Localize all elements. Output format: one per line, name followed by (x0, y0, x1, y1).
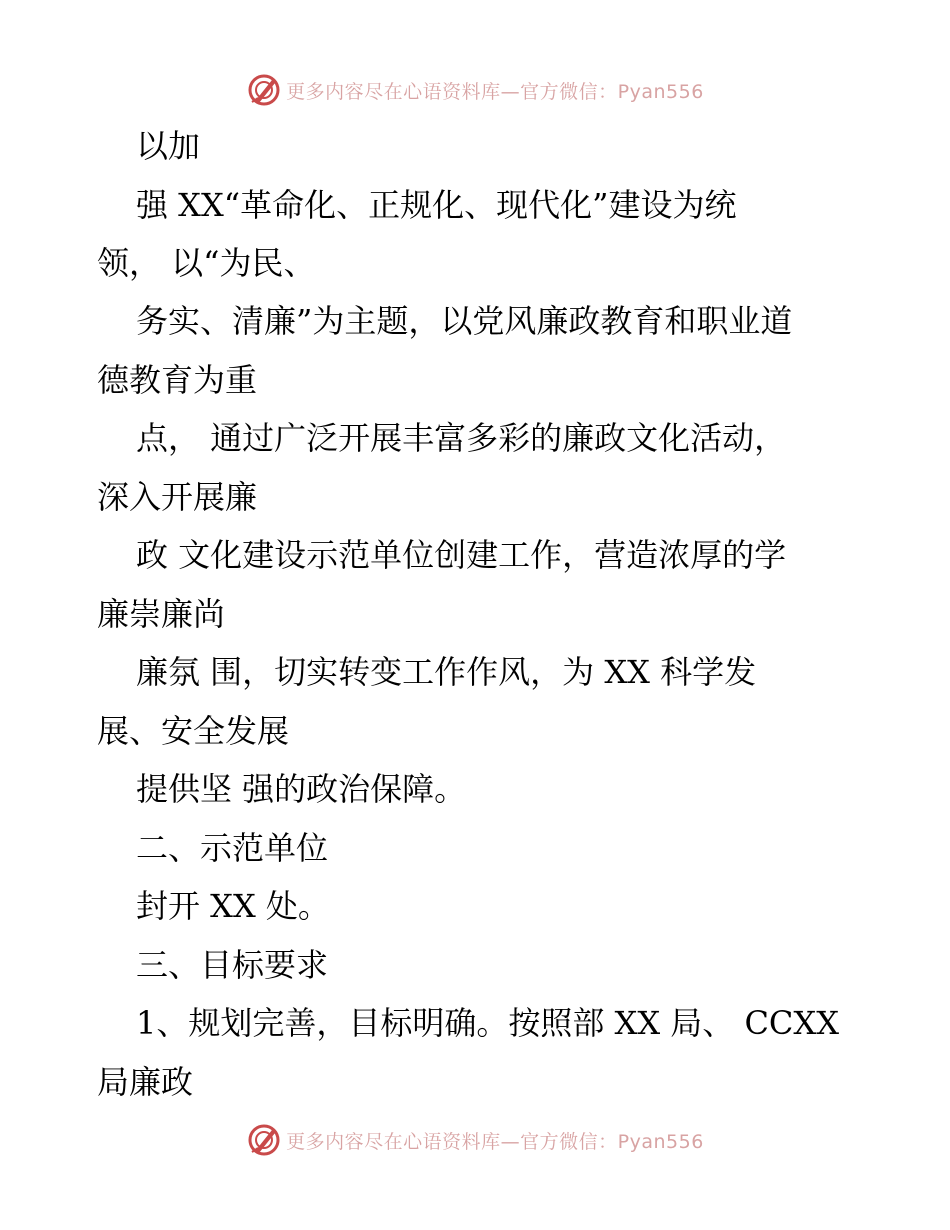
body-line: 封开 XX 处。 (136, 887, 330, 925)
body-line: 廉氛 围，切实转变工作作风，为 XX 科学发 (136, 653, 757, 691)
watermark-text: 更多内容尽在心语资料库—官方微信：Pyan556 (286, 80, 704, 103)
footer-watermark (0, 1120, 950, 1160)
header-watermark (0, 70, 950, 110)
section-heading: 三、目标要求 (136, 946, 329, 984)
watermark-text: 更多内容尽在心语资料库—官方微信：Pyan556 (286, 1130, 704, 1153)
body-line: 提供坚 强的政治保障。 (136, 770, 467, 808)
body-line: 德教育为重 (97, 361, 258, 399)
body-line: 政 文化建设示范单位创建工作，营造浓厚的学 (136, 536, 787, 574)
logo-icon (246, 1122, 282, 1158)
body-line: 廉崇廉尚 (97, 595, 226, 633)
body-line: 点， 通过广泛开展丰富多彩的廉政文化活动， (136, 419, 787, 457)
body-line: 务实、清廉”为主题，以党风廉政教育和职业道 (136, 302, 793, 340)
body-line: 展、安全发展 (97, 712, 290, 750)
body-line: 以加 (136, 127, 201, 165)
section-heading: 二、示范单位 (136, 829, 329, 867)
logo-icon (246, 72, 282, 108)
body-line: 强 XX“革命化、正规化、现代化”建设为统 (136, 186, 737, 224)
body-line: 深入开展廉 (97, 478, 258, 516)
body-line: 局廉政 (97, 1063, 194, 1101)
body-line: 1、规划完善，目标明确。按照部 XX 局、 CCXX (136, 1004, 839, 1042)
body-line: 领， 以“为民、 (97, 244, 316, 282)
